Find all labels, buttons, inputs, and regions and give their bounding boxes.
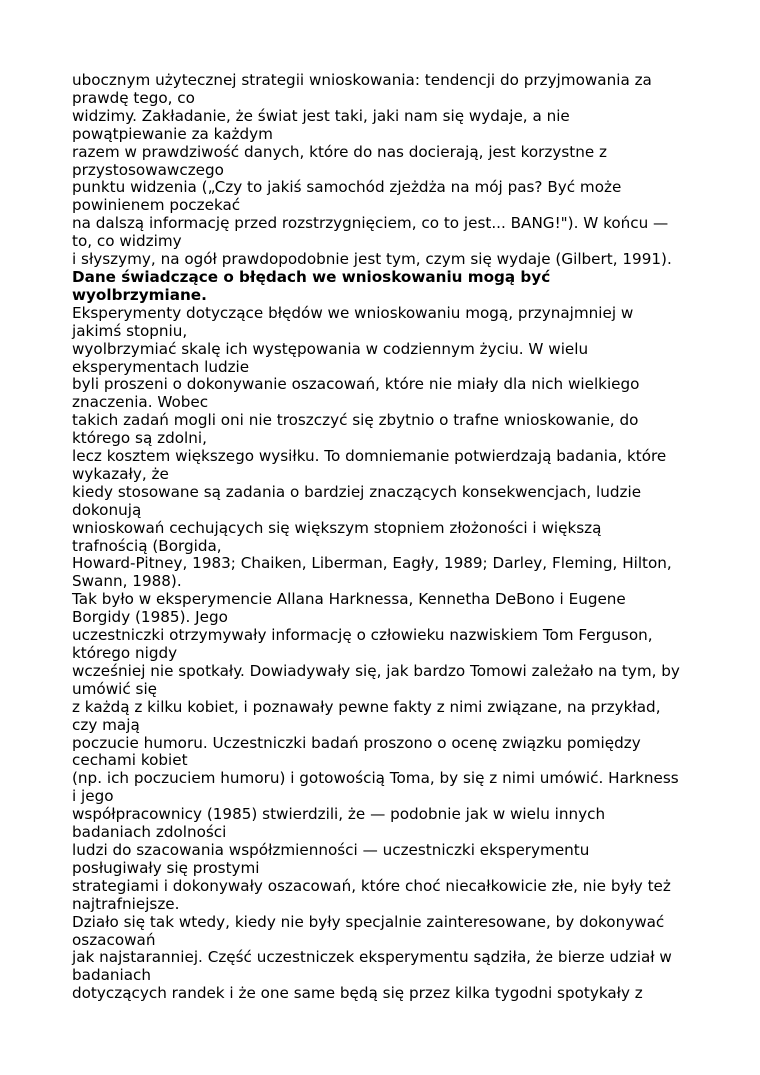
text-line: badaniach zdolności: [72, 823, 227, 842]
text-line: powinienem poczekać: [72, 196, 241, 215]
text-line: oszacowań: [72, 930, 156, 949]
text-line: badaniach: [72, 966, 152, 985]
text-line: eksperymentach ludzie: [72, 357, 250, 376]
text-line: i jego: [72, 787, 114, 806]
text-line: Działo się tak wtedy, kiedy nie były specjalnie zainteresowane, by dokonywać: [72, 912, 665, 931]
text-line: lecz kosztem większego wysiłku. To domniemanie potwierdzają badania, które: [72, 447, 667, 466]
text-line: punktu widzenia („Czy to jakiś samochód zjeżdża na mój pas? Być może: [72, 178, 622, 197]
text-line: jakimś stopniu,: [72, 321, 188, 340]
text-line: najtrafniejsze.: [72, 894, 180, 913]
text-line: powątpiewanie za każdym: [72, 124, 273, 143]
text-line: dokonują: [72, 500, 142, 519]
text-line: razem w prawdziwość danych, które do nas docierają, jest korzystne z: [72, 142, 607, 161]
text-line: poczucie humoru. Uczestniczki badań proszono o ocenę związku pomiędzy: [72, 733, 641, 752]
text-line: wcześniej nie spotkały. Dowiadywały się, jak bardzo Tomowi zależało na tym, by: [72, 661, 680, 680]
text-line: dotyczących randek i że one same będą się przez kilka tygodni spotykały z: [72, 984, 643, 1003]
text-line: widzimy. Zakładanie, że świat jest taki, jaki nam się wydaje, a nie: [72, 106, 570, 125]
text-line: wykazały, że: [72, 464, 169, 483]
text-line: wnioskowań cechujących się większym stopniem złożoności i większą: [72, 518, 602, 537]
text-line: prawdę tego, co: [72, 88, 195, 107]
text-line: jak najstaranniej. Część uczestniczek eksperymentu sądziła, że bierze udział w: [72, 948, 672, 967]
text-line: ubocznym użytecznej strategii wnioskowania: tendencji do przyjmowania za: [72, 71, 652, 89]
text-line: umówić się: [72, 679, 158, 698]
text-line: ludzi do szacowania współzmienności — uczestniczki eksperymentu: [72, 840, 590, 859]
text-line: na dalszą informację przed rozstrzygnięciem, co to jest... BANG!"). W końcu —: [72, 214, 669, 233]
text-line: trafnością (Borgida,: [72, 536, 222, 555]
section-heading-line: wyolbrzymiane.: [72, 285, 207, 304]
text-line: Howard-Pitney, 1983; Chaiken, Liberman, Eagły, 1989; Darley, Fleming, Hilton,: [72, 554, 672, 573]
text-line: z każdą z kilku kobiet, i poznawały pewne fakty z nimi związane, na przykład,: [72, 697, 661, 716]
text-line: byli proszeni o dokonywanie oszacowań, które nie miały dla nich wielkiego: [72, 375, 640, 394]
text-line: Tak było w eksperymencie Allana Harknessa, Kennetha DeBono i Eugene: [72, 590, 626, 609]
text-line: (np. ich poczuciem humoru) i gotowością Toma, by się z nimi umówić. Harkness: [72, 769, 679, 788]
text-line: przystosowawczego: [72, 160, 224, 179]
document-page: [72, 72, 692, 1003]
text-line: takich zadań mogli oni nie troszczyć się zbytnio o trafne wnioskowanie, do: [72, 411, 639, 430]
text-line: znaczenia. Wobec: [72, 393, 209, 412]
text-line: Eksperymenty dotyczące błędów we wnioskowaniu mogą, przynajmniej w: [72, 303, 634, 322]
section-heading-line: Dane świadczące o błędach we wnioskowaniu mogą być: [72, 267, 551, 286]
text-line: którego są zdolni,: [72, 429, 207, 448]
text-line: posługiwały się prostymi: [72, 858, 260, 877]
text-line: i słyszymy, na ogół prawdopodobnie jest tym, czym się wydaje (Gilbert, 1991).: [72, 250, 672, 269]
text-line: współpracownicy (1985) stwierdzili, że — podobnie jak w wielu innych: [72, 805, 606, 824]
text-line: cechami kobiet: [72, 751, 188, 770]
text-line: Swann, 1988).: [72, 572, 182, 591]
text-line: to, co widzimy: [72, 232, 182, 251]
text-line: czy mają: [72, 715, 140, 734]
text-line: strategiami i dokonywały oszacowań, które choć niecałkowicie złe, nie były też: [72, 876, 671, 895]
text-line: wyolbrzymiać skalę ich występowania w codziennym życiu. W wielu: [72, 339, 589, 358]
text-line: uczestniczki otrzymywały informację o człowieku nazwiskiem Tom Ferguson,: [72, 626, 653, 645]
text-line: Borgidy (1985). Jego: [72, 608, 228, 627]
text-line: kiedy stosowane są zadania o bardziej znaczących konsekwencjach, ludzie: [72, 482, 642, 501]
text-line: którego nigdy: [72, 644, 178, 662]
